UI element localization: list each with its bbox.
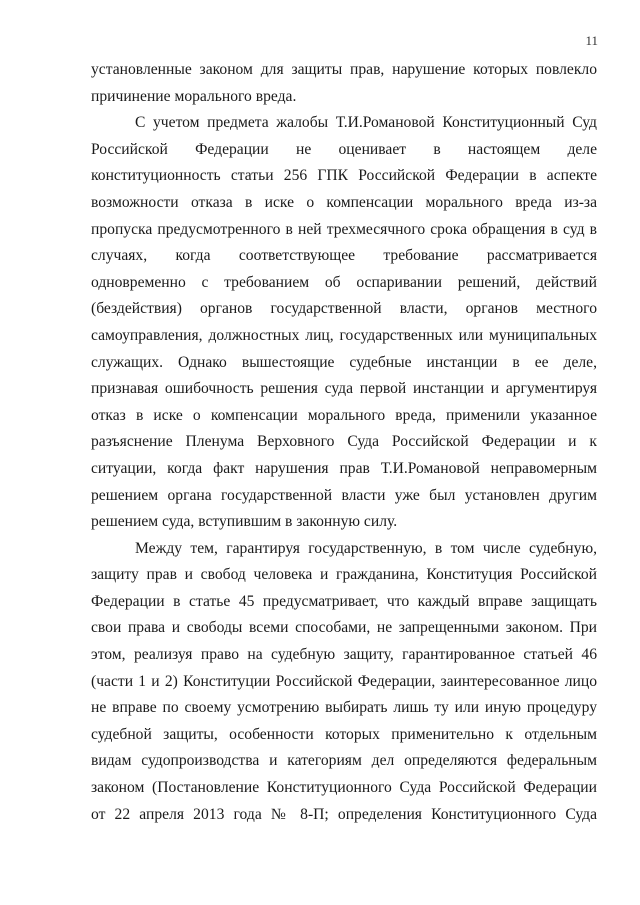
- text-line: пропуска предусмотренного в ней трехмесячного срока обращения в суд в: [91, 220, 597, 238]
- text-line: случаях, когда соответствующее требование рассматривается: [91, 247, 597, 265]
- text-line: признавая ошибочность решения суда первой инстанции и аргументируя: [91, 380, 597, 398]
- text-line: законом (Постановление Конституционного Суда Российской Федерации: [91, 779, 597, 797]
- text-line: Федерации в статье 45 предусматривает, что каждый вправе защищать: [91, 592, 597, 610]
- paragraph-first-line: Между тем, гарантируя государственную, в том числе судебную,: [135, 539, 597, 557]
- text-line: этом, реализуя право на судебную защиту, гарантированное статьей 46: [91, 646, 597, 664]
- text-line: конституционность статьи 256 ГПК Российской Федерации в аспекте: [91, 167, 597, 185]
- text-line: (части 1 и 2) Конституции Российской Федерации, заинтересованное лицо: [91, 672, 597, 690]
- text-line: (бездействия) органов государственной власти, органов местного: [91, 300, 597, 318]
- text-line: Российской Федерации не оценивает в настоящем деле: [91, 140, 597, 158]
- text-line: ситуации, когда факт нарушения прав Т.И.Романовой неправомерным: [91, 459, 597, 477]
- text-line: разъяснение Пленума Верховного Суда Российской Федерации и к: [91, 433, 597, 451]
- document-body: [91, 57, 597, 828]
- text-line: решением органа государственной власти уже был установлен другим: [91, 486, 597, 504]
- text-line: не вправе по своему усмотрению выбирать лишь ту или иную процедуру: [91, 699, 597, 717]
- text-line: отказ в иске о компенсации морального вреда, применили указанное: [91, 406, 597, 424]
- text-line: возможности отказа в иске о компенсации морального вреда из-за: [91, 193, 597, 211]
- text-line: одновременно с требованием об оспаривании решений, действий: [91, 273, 597, 291]
- paragraph-first-line: С учетом предмета жалобы Т.И.Романовой Конституционный Суд: [135, 114, 597, 132]
- page-number: 11: [585, 33, 598, 48]
- text-line: служащих. Однако вышестоящие судебные инстанции в ее деле,: [91, 353, 597, 371]
- text-line: видам судопроизводства и категориям дел определяются федеральным: [91, 752, 597, 770]
- text-line: самоуправления, должностных лиц, государственных или муниципальных: [91, 326, 597, 344]
- text-line: решением суда, вступившим в законную силу.: [91, 513, 398, 531]
- text-line: свои права и свободы всеми способами, не запрещенными законом. При: [91, 619, 597, 637]
- text-line: судебной защиты, особенности которых применительно к отдельным: [91, 725, 597, 743]
- text-line: причинение морального вреда.: [91, 87, 297, 105]
- text-line: от 22 апреля 2013 года № 8-П; определения Конституционного Суда: [91, 805, 597, 823]
- text-line: защиту прав и свобод человека и гражданина, Конституция Российской: [91, 566, 597, 584]
- text-line: установленные законом для защиты прав, нарушение которых повлекло: [91, 61, 597, 78]
